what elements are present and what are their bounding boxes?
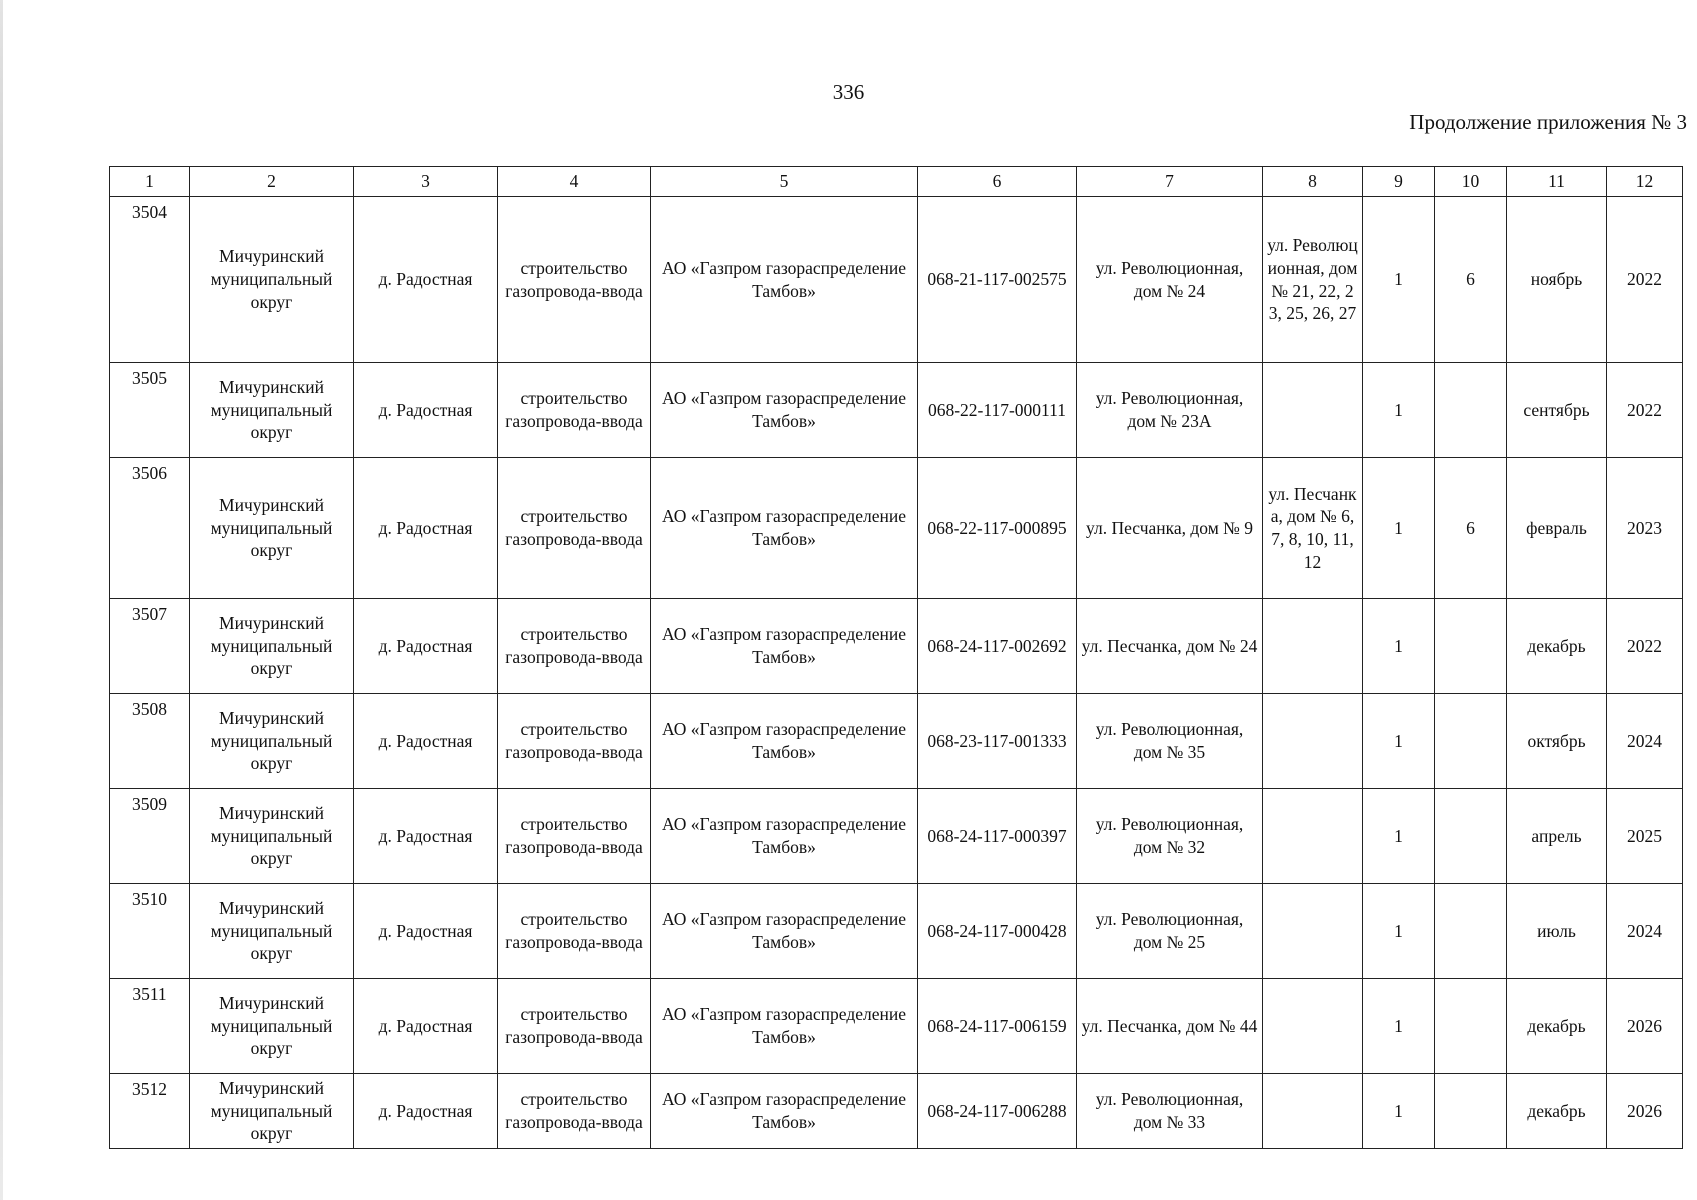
cell-settlement: д. Радостная	[354, 789, 498, 884]
cell-count-inputs: 1	[1363, 197, 1435, 363]
cell-year: 2022	[1607, 599, 1683, 694]
cell-connected-addresses	[1263, 694, 1363, 789]
column-header-4: 4	[498, 167, 651, 197]
cell-organization: АО «Газпром газораспределение Тамбов»	[651, 789, 918, 884]
cell-organization: АО «Газпром газораспределение Тамбов»	[651, 363, 918, 458]
cell-count-inputs: 1	[1363, 1074, 1435, 1149]
cell-registry-code: 068-22-117-000895	[918, 458, 1077, 599]
cell-district: Мичуринский муниципальный округ	[190, 979, 354, 1074]
cell-address: ул. Песчанка, дом № 24	[1077, 599, 1263, 694]
cell-year: 2023	[1607, 458, 1683, 599]
cell-settlement: д. Радостная	[354, 884, 498, 979]
cell-registry-code: 068-21-117-002575	[918, 197, 1077, 363]
cell-district: Мичуринский муниципальный округ	[190, 197, 354, 363]
cell-count-houses: 6	[1435, 458, 1507, 599]
cell-district: Мичуринский муниципальный округ	[190, 1074, 354, 1149]
column-header-6: 6	[918, 167, 1077, 197]
cell-connected-addresses: ул. Революционная, дом № 21, 22, 23, 25, 26, 27	[1263, 197, 1363, 363]
cell-month: ноябрь	[1507, 197, 1607, 363]
cell-settlement: д. Радостная	[354, 1074, 498, 1149]
cell-settlement: д. Радостная	[354, 458, 498, 599]
cell-settlement: д. Радостная	[354, 363, 498, 458]
cell-organization: АО «Газпром газораспределение Тамбов»	[651, 884, 918, 979]
cell-row-number: 3507	[110, 599, 190, 694]
table-row	[110, 197, 1683, 363]
cell-month: июль	[1507, 884, 1607, 979]
cell-year: 2022	[1607, 363, 1683, 458]
cell-count-houses	[1435, 1074, 1507, 1149]
cell-address: ул. Песчанка, дом № 44	[1077, 979, 1263, 1074]
cell-address: ул. Революционная, дом № 24	[1077, 197, 1263, 363]
cell-registry-code: 068-24-117-000428	[918, 884, 1077, 979]
cell-month: декабрь	[1507, 1074, 1607, 1149]
table-row	[110, 599, 1683, 694]
cell-address: ул. Революционная, дом № 25	[1077, 884, 1263, 979]
cell-work-type: строительство газопровода-ввода	[498, 197, 651, 363]
cell-row-number: 3510	[110, 884, 190, 979]
cell-connected-addresses	[1263, 979, 1363, 1074]
column-header-7: 7	[1077, 167, 1263, 197]
cell-organization: АО «Газпром газораспределение Тамбов»	[651, 458, 918, 599]
cell-connected-addresses	[1263, 1074, 1363, 1149]
cell-organization: АО «Газпром газораспределение Тамбов»	[651, 694, 918, 789]
table-row	[110, 789, 1683, 884]
cell-count-houses	[1435, 884, 1507, 979]
cell-count-houses	[1435, 363, 1507, 458]
cell-count-inputs: 1	[1363, 884, 1435, 979]
cell-district: Мичуринский муниципальный округ	[190, 363, 354, 458]
table-row	[110, 1074, 1683, 1149]
column-header-9: 9	[1363, 167, 1435, 197]
table-header	[110, 167, 1683, 197]
cell-row-number: 3508	[110, 694, 190, 789]
cell-registry-code: 068-23-117-001333	[918, 694, 1077, 789]
cell-settlement: д. Радостная	[354, 599, 498, 694]
cell-address: ул. Революционная, дом № 23А	[1077, 363, 1263, 458]
cell-month: февраль	[1507, 458, 1607, 599]
cell-work-type: строительство газопровода-ввода	[498, 599, 651, 694]
table-row	[110, 458, 1683, 599]
table-row	[110, 694, 1683, 789]
cell-month: сентябрь	[1507, 363, 1607, 458]
cell-connected-addresses	[1263, 884, 1363, 979]
cell-count-inputs: 1	[1363, 458, 1435, 599]
cell-address: ул. Песчанка, дом № 9	[1077, 458, 1263, 599]
cell-work-type: строительство газопровода-ввода	[498, 979, 651, 1074]
cell-work-type: строительство газопровода-ввода	[498, 789, 651, 884]
cell-year: 2025	[1607, 789, 1683, 884]
appendix-continuation-note: Продолжение приложения № 3	[1409, 110, 1687, 134]
column-header-11: 11	[1507, 167, 1607, 197]
cell-organization: АО «Газпром газораспределение Тамбов»	[651, 979, 918, 1074]
cell-count-houses	[1435, 694, 1507, 789]
cell-work-type: строительство газопровода-ввода	[498, 884, 651, 979]
table-body	[110, 197, 1683, 1149]
cell-connected-addresses	[1263, 789, 1363, 884]
cell-organization: АО «Газпром газораспределение Тамбов»	[651, 197, 918, 363]
column-header-2: 2	[190, 167, 354, 197]
column-header-12: 12	[1607, 167, 1683, 197]
cell-registry-code: 068-22-117-000111	[918, 363, 1077, 458]
cell-count-houses: 6	[1435, 197, 1507, 363]
gas-connection-table	[109, 166, 1683, 1149]
cell-settlement: д. Радостная	[354, 694, 498, 789]
cell-work-type: строительство газопровода-ввода	[498, 363, 651, 458]
page-number: 336	[832, 80, 865, 104]
table-row	[110, 884, 1683, 979]
cell-row-number: 3505	[110, 363, 190, 458]
cell-row-number: 3511	[110, 979, 190, 1074]
cell-address: ул. Революционная, дом № 35	[1077, 694, 1263, 789]
cell-year: 2024	[1607, 884, 1683, 979]
cell-row-number: 3512	[110, 1074, 190, 1149]
cell-work-type: строительство газопровода-ввода	[498, 1074, 651, 1149]
column-header-1: 1	[110, 167, 190, 197]
cell-settlement: д. Радостная	[354, 979, 498, 1074]
cell-year: 2024	[1607, 694, 1683, 789]
cell-address: ул. Революционная, дом № 32	[1077, 789, 1263, 884]
cell-connected-addresses: ул. Песчанка, дом № 6, 7, 8, 10, 11, 12	[1263, 458, 1363, 599]
cell-year: 2026	[1607, 1074, 1683, 1149]
cell-row-number: 3509	[110, 789, 190, 884]
cell-district: Мичуринский муниципальный округ	[190, 599, 354, 694]
cell-settlement: д. Радостная	[354, 197, 498, 363]
column-header-8: 8	[1263, 167, 1363, 197]
column-header-3: 3	[354, 167, 498, 197]
cell-month: апрель	[1507, 789, 1607, 884]
cell-district: Мичуринский муниципальный округ	[190, 458, 354, 599]
cell-count-houses	[1435, 789, 1507, 884]
cell-organization: АО «Газпром газораспределение Тамбов»	[651, 1074, 918, 1149]
header-row	[110, 167, 1683, 197]
cell-registry-code: 068-24-117-002692	[918, 599, 1077, 694]
cell-count-inputs: 1	[1363, 599, 1435, 694]
table-row	[110, 979, 1683, 1074]
cell-month: октябрь	[1507, 694, 1607, 789]
cell-year: 2026	[1607, 979, 1683, 1074]
scan-edge-shadow	[0, 0, 3, 1200]
cell-count-inputs: 1	[1363, 694, 1435, 789]
cell-district: Мичуринский муниципальный округ	[190, 694, 354, 789]
column-header-5: 5	[651, 167, 918, 197]
cell-month: декабрь	[1507, 599, 1607, 694]
cell-registry-code: 068-24-117-006159	[918, 979, 1077, 1074]
cell-connected-addresses	[1263, 363, 1363, 458]
cell-row-number: 3506	[110, 458, 190, 599]
cell-count-houses	[1435, 979, 1507, 1074]
cell-count-inputs: 1	[1363, 979, 1435, 1074]
cell-work-type: строительство газопровода-ввода	[498, 694, 651, 789]
cell-row-number: 3504	[110, 197, 190, 363]
cell-registry-code: 068-24-117-000397	[918, 789, 1077, 884]
cell-connected-addresses	[1263, 599, 1363, 694]
cell-district: Мичуринский муниципальный округ	[190, 884, 354, 979]
cell-count-inputs: 1	[1363, 789, 1435, 884]
cell-count-houses	[1435, 599, 1507, 694]
table-row	[110, 363, 1683, 458]
cell-organization: АО «Газпром газораспределение Тамбов»	[651, 599, 918, 694]
cell-address: ул. Революционная, дом № 33	[1077, 1074, 1263, 1149]
cell-year: 2022	[1607, 197, 1683, 363]
cell-count-inputs: 1	[1363, 363, 1435, 458]
cell-registry-code: 068-24-117-006288	[918, 1074, 1077, 1149]
cell-work-type: строительство газопровода-ввода	[498, 458, 651, 599]
column-header-10: 10	[1435, 167, 1507, 197]
cell-district: Мичуринский муниципальный округ	[190, 789, 354, 884]
cell-month: декабрь	[1507, 979, 1607, 1074]
